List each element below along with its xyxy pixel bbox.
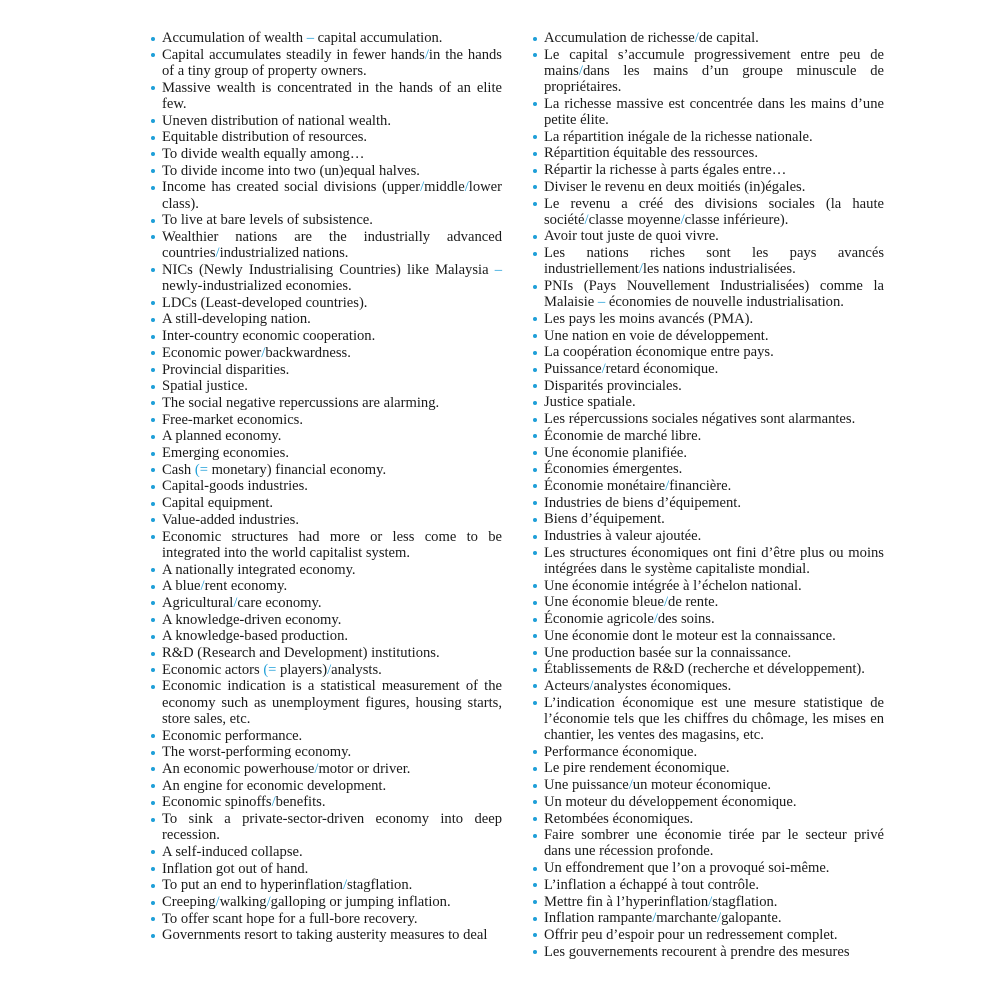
- term-list-item: NICs (Newly Industrialising Countries) like Malaysia – newly-industrialized economies.: [150, 262, 502, 294]
- term-list-item: Économie monétaire/financière.: [532, 478, 884, 494]
- term-list-item: Economic actors (= players)/analysts.: [150, 662, 502, 678]
- term-list-item: La répartition inégale de la richesse nationale.: [532, 129, 884, 145]
- term-list-item: PNIs (Pays Nouvellement Industrialisées) comme la Malaisie – économies de nouvelle industrialisation.: [532, 278, 884, 310]
- term-list-item: Une nation en voie de développement.: [532, 328, 884, 344]
- term-list-item: Une économie bleue/de rente.: [532, 594, 884, 610]
- term-list-item: To divide income into two (un)equal halves.: [150, 163, 502, 179]
- term-list-item: Offrir peu d’espoir pour un redressement complet.: [532, 927, 884, 943]
- term-list-item: L’indication économique est une mesure statistique de l’économie tels que les chiffres du chômage, les mises en chantier, les ventes des magasins, etc.: [532, 695, 884, 744]
- term-list-item: A nationally integrated economy.: [150, 562, 502, 578]
- term-list-item: Les structures économiques ont fini d’être plus ou moins intégrées dans le système capitaliste mondial.: [532, 545, 884, 577]
- term-list-item: Governments resort to taking austerity measures to deal: [150, 927, 502, 943]
- term-list-item: Agricultural/care economy.: [150, 595, 502, 611]
- term-list-item: Le revenu a créé des divisions sociales (la haute société/classe moyenne/classe inférieure).: [532, 196, 884, 228]
- term-list-item: Diviser le revenu en deux moitiés (in)égales.: [532, 179, 884, 195]
- term-list-item: Inflation got out of hand.: [150, 861, 502, 877]
- term-list-item: Accumulation de richesse/de capital.: [532, 30, 884, 46]
- term-list-item: A still-developing nation.: [150, 311, 502, 327]
- term-list-item: Income has created social divisions (upper/middle/lower class).: [150, 179, 502, 211]
- term-list-item: Économies émergentes.: [532, 461, 884, 477]
- two-column-layout: [150, 30, 972, 960]
- term-list-item: Value-added industries.: [150, 512, 502, 528]
- term-list-item: Economic performance.: [150, 728, 502, 744]
- term-list-item: Uneven distribution of national wealth.: [150, 113, 502, 129]
- term-list-item: La richesse massive est concentrée dans les mains d’une petite élite.: [532, 96, 884, 128]
- term-list-item: Répartition équitable des ressources.: [532, 145, 884, 161]
- term-list-item: Accumulation of wealth – capital accumulation.: [150, 30, 502, 46]
- term-list-item: Les nations riches sont les pays avancés industriellement/les nations industrialisées.: [532, 245, 884, 277]
- term-list-item: Economic structures had more or less come to be integrated into the world capitalist system.: [150, 529, 502, 561]
- term-list-item: To offer scant hope for a full-bore recovery.: [150, 911, 502, 927]
- term-list-item: Economic indication is a statistical measurement of the economy such as unemployment figures, housing starts, store sales, etc.: [150, 678, 502, 727]
- term-list-item: Retombées économiques.: [532, 811, 884, 827]
- term-list-item: To divide wealth equally among…: [150, 146, 502, 162]
- term-list-item: Performance économique.: [532, 744, 884, 760]
- term-list-item: Un effondrement que l’on a provoqué soi-même.: [532, 860, 884, 876]
- term-list-item: Spatial justice.: [150, 378, 502, 394]
- term-list-item: Faire sombrer une économie tirée par le secteur privé dans une récession profonde.: [532, 827, 884, 859]
- term-list-item: La coopération économique entre pays.: [532, 344, 884, 360]
- term-list-item: Biens d’équipement.: [532, 511, 884, 527]
- english-terms-column: [150, 30, 502, 944]
- term-list-item: Avoir tout juste de quoi vivre.: [532, 228, 884, 244]
- french-term-list: [532, 30, 884, 960]
- term-list-item: Wealthier nations are the industrially advanced countries/industrialized nations.: [150, 229, 502, 261]
- term-list-item: A planned economy.: [150, 428, 502, 444]
- term-list-item: Le pire rendement économique.: [532, 760, 884, 776]
- term-list-item: Emerging economies.: [150, 445, 502, 461]
- term-list-item: Économie de marché libre.: [532, 428, 884, 444]
- term-list-item: R&D (Research and Development) institutions.: [150, 645, 502, 661]
- term-list-item: Equitable distribution of resources.: [150, 129, 502, 145]
- term-list-item: A knowledge-based production.: [150, 628, 502, 644]
- term-list-item: A self-induced collapse.: [150, 844, 502, 860]
- term-list-item: To live at bare levels of subsistence.: [150, 212, 502, 228]
- term-list-item: An engine for economic development.: [150, 778, 502, 794]
- term-list-item: Capital accumulates steadily in fewer hands/in the hands of a tiny group of property owners.: [150, 47, 502, 79]
- term-list-item: LDCs (Least-developed countries).: [150, 295, 502, 311]
- term-list-item: Une économie planifiée.: [532, 445, 884, 461]
- term-list-item: A blue/rent economy.: [150, 578, 502, 594]
- term-list-item: A knowledge-driven economy.: [150, 612, 502, 628]
- term-list-item: Répartir la richesse à parts égales entre…: [532, 162, 884, 178]
- term-list-item: Provincial disparities.: [150, 362, 502, 378]
- term-list-item: Une économie intégrée à l’échelon national.: [532, 578, 884, 594]
- french-terms-column: [532, 30, 884, 960]
- term-list-item: Economic power/backwardness.: [150, 345, 502, 361]
- term-list-item: Le capital s’accumule progressivement entre peu de mains/dans les mains d’un groupe minuscule de propriétaires.: [532, 47, 884, 96]
- term-list-item: Economic spinoffs/benefits.: [150, 794, 502, 810]
- term-list-item: Les pays les moins avancés (PMA).: [532, 311, 884, 327]
- term-list-item: Établissements de R&D (recherche et développement).: [532, 661, 884, 677]
- term-list-item: Creeping/walking/galloping or jumping inflation.: [150, 894, 502, 910]
- term-list-item: Cash (= monetary) financial economy.: [150, 462, 502, 478]
- term-list-item: The worst-performing economy.: [150, 744, 502, 760]
- term-list-item: Les répercussions sociales négatives sont alarmantes.: [532, 411, 884, 427]
- term-list-item: Une économie dont le moteur est la connaissance.: [532, 628, 884, 644]
- term-list-item: Puissance/retard économique.: [532, 361, 884, 377]
- term-list-item: Les gouvernements recourent à prendre des mesures: [532, 944, 884, 960]
- term-list-item: Une production basée sur la connaissance.: [532, 645, 884, 661]
- term-list-item: Industries à valeur ajoutée.: [532, 528, 884, 544]
- term-list-item: Capital equipment.: [150, 495, 502, 511]
- english-term-list: [150, 30, 502, 944]
- term-list-item: L’inflation a échappé à tout contrôle.: [532, 877, 884, 893]
- term-list-item: Mettre fin à l’hyperinflation/stagflation.: [532, 894, 884, 910]
- term-list-item: Justice spatiale.: [532, 394, 884, 410]
- term-list-item: Inflation rampante/marchante/galopante.: [532, 910, 884, 926]
- term-list-item: Massive wealth is concentrated in the hands of an elite few.: [150, 80, 502, 112]
- term-list-item: Disparités provinciales.: [532, 378, 884, 394]
- term-list-item: Économie agricole/des soins.: [532, 611, 884, 627]
- term-list-item: Acteurs/analystes économiques.: [532, 678, 884, 694]
- term-list-item: Industries de biens d’équipement.: [532, 495, 884, 511]
- term-list-item: The social negative repercussions are alarming.: [150, 395, 502, 411]
- term-list-item: To put an end to hyperinflation/stagflation.: [150, 877, 502, 893]
- term-list-item: Une puissance/un moteur économique.: [532, 777, 884, 793]
- term-list-item: Capital-goods industries.: [150, 478, 502, 494]
- term-list-item: Free-market economics.: [150, 412, 502, 428]
- term-list-item: To sink a private-sector-driven economy into deep recession.: [150, 811, 502, 843]
- term-list-item: Un moteur du développement économique.: [532, 794, 884, 810]
- term-list-item: Inter-country economic cooperation.: [150, 328, 502, 344]
- term-list-item: An economic powerhouse/motor or driver.: [150, 761, 502, 777]
